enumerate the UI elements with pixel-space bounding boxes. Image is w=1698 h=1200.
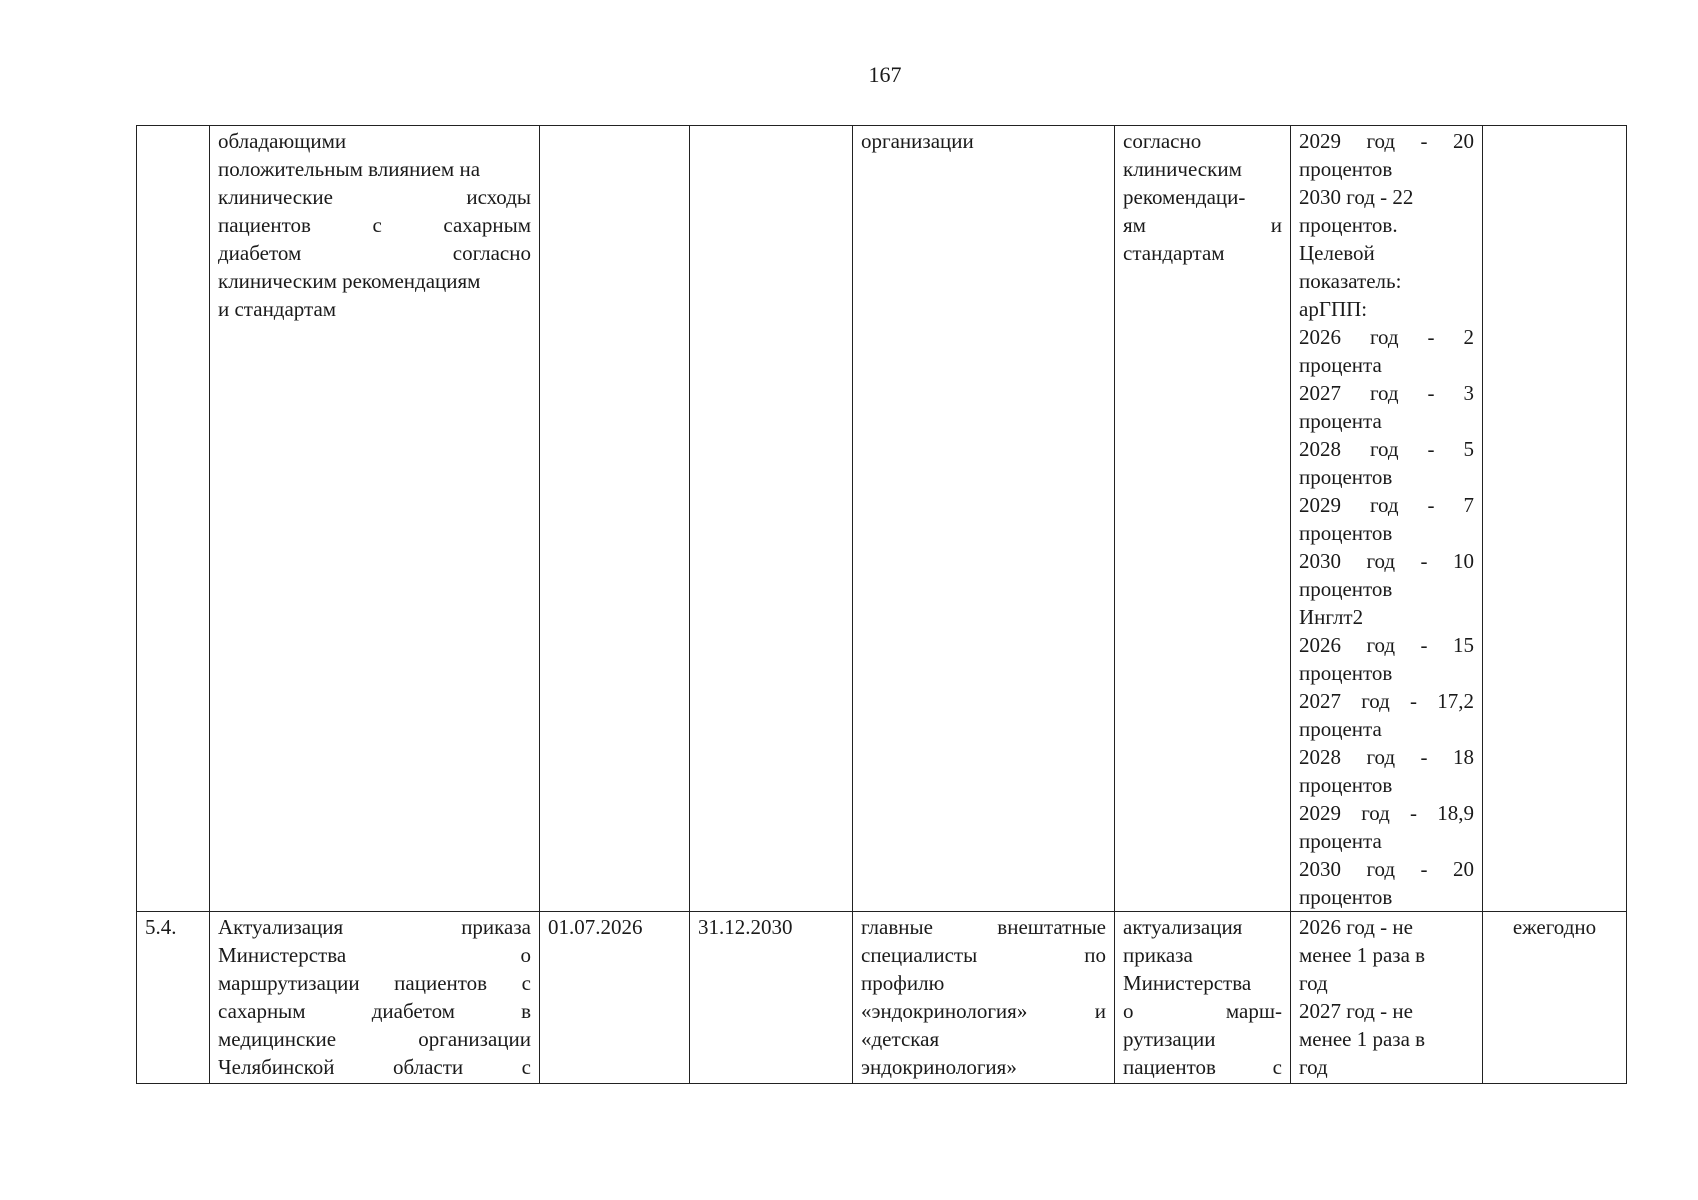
frequency-cell	[1483, 126, 1627, 912]
cell-line: эндокринология»	[861, 1055, 1017, 1079]
cell-line: профилю	[861, 971, 945, 995]
cell-line: и стандартам	[218, 297, 337, 321]
indicator-cell	[1291, 126, 1483, 912]
responsible-lines	[861, 913, 1106, 1081]
cell-line: 2030 год - 20	[1299, 857, 1474, 881]
cell-line: обладающими	[218, 129, 347, 153]
cell-line: менее 1 раза в	[1299, 943, 1426, 967]
page-number: 167	[868, 62, 902, 87]
cell-line: процентов	[1299, 661, 1393, 685]
cell-line: клиническим	[1123, 157, 1242, 181]
description-lines	[218, 913, 531, 1081]
cell-line: пациентов с	[1123, 1055, 1282, 1079]
cell-line: 2027 год - 3	[1299, 381, 1474, 405]
end-date-cell	[690, 126, 853, 912]
end-date-cell: 31.12.2030	[690, 912, 853, 1084]
cell-line: «детская	[861, 1027, 940, 1051]
description-cell	[210, 912, 540, 1084]
cell-line: актуализация	[1123, 915, 1243, 939]
cell-line: приказа	[1123, 943, 1193, 967]
result-lines	[1123, 913, 1282, 1081]
cell-line: показатель:	[1299, 269, 1402, 293]
cell-line: 2029 год - 20	[1299, 129, 1474, 153]
cell-line: процентов.	[1299, 213, 1398, 237]
start-date-cell: 01.07.2026	[540, 912, 690, 1084]
row-number-cell: 5.4.	[137, 912, 210, 1084]
table-row	[137, 912, 1627, 1084]
cell-line: клинические исходы	[218, 185, 531, 209]
cell-line: процента	[1299, 409, 1382, 433]
cell-line: процентов	[1299, 577, 1393, 601]
cell-line: 2030 год - 22	[1299, 185, 1414, 209]
indicator-lines	[1299, 913, 1474, 1081]
cell-line: 2029 год - 7	[1299, 493, 1474, 517]
cell-line: 2026 год - 2	[1299, 325, 1474, 349]
cell-line: согласно	[1123, 129, 1202, 153]
start-date-cell	[540, 126, 690, 912]
cell-line: процента	[1299, 353, 1382, 377]
cell-line: процента	[1299, 717, 1382, 741]
cell-line: Целевой	[1299, 241, 1375, 265]
cell-line: 2026 год - 15	[1299, 633, 1474, 657]
cell-line: процентов	[1299, 885, 1393, 909]
plan-table	[136, 125, 1627, 1084]
cell-line: год	[1299, 1055, 1328, 1079]
cell-line: медицинские организации	[218, 1027, 531, 1051]
row-number-cell	[137, 126, 210, 912]
indicator-lines	[1299, 127, 1474, 911]
table-row	[137, 126, 1627, 912]
cell-line: клиническим рекомендациям	[218, 269, 481, 293]
cell-line: стандартам	[1123, 241, 1225, 265]
cell-line: Министерства	[1123, 971, 1252, 995]
cell-line: главные внештатные	[861, 915, 1106, 939]
indicator-cell	[1291, 912, 1483, 1084]
cell-line: Челябинской области с	[218, 1055, 531, 1079]
cell-line: 2026 год - не	[1299, 915, 1413, 939]
cell-line: пациентов с сахарным	[218, 213, 531, 237]
result-cell	[1115, 126, 1291, 912]
cell-line: менее 1 раза в	[1299, 1027, 1426, 1051]
cell-line: 2027 год - 17,2	[1299, 689, 1474, 713]
description-lines	[218, 127, 531, 323]
cell-line: 2029 год - 18,9	[1299, 801, 1474, 825]
cell-line: арГПП:	[1299, 297, 1368, 321]
result-lines	[1123, 127, 1282, 267]
cell-line: год	[1299, 971, 1328, 995]
cell-line: процентов	[1299, 521, 1393, 545]
cell-line: ям и	[1123, 213, 1282, 237]
cell-line: диабетом согласно	[218, 241, 531, 265]
result-cell	[1115, 912, 1291, 1084]
cell-line: 2030 год - 10	[1299, 549, 1474, 573]
cell-line: «эндокринология» и	[861, 999, 1106, 1023]
cell-line: процента	[1299, 829, 1382, 853]
cell-line: 2028 год - 18	[1299, 745, 1474, 769]
cell-line: о марш-	[1123, 999, 1282, 1023]
responsible-cell: организации	[853, 126, 1115, 912]
cell-line: 2027 год - не	[1299, 999, 1413, 1023]
description-cell	[210, 126, 540, 912]
cell-line: процентов	[1299, 157, 1393, 181]
cell-line: маршрутизации пациентов с	[218, 971, 531, 995]
cell-line: процентов	[1299, 773, 1393, 797]
cell-line: Инглт2	[1299, 605, 1364, 629]
cell-line: положительным влиянием на	[218, 157, 481, 181]
cell-line: процентов	[1299, 465, 1393, 489]
cell-line: сахарным диабетом в	[218, 999, 531, 1023]
cell-line: рекомендаци-	[1123, 185, 1246, 209]
responsible-cell	[853, 912, 1115, 1084]
cell-line: 2028 год - 5	[1299, 437, 1474, 461]
cell-line: Министерства о	[218, 943, 531, 967]
cell-line: специалисты по	[861, 943, 1106, 967]
cell-line: Актуализация приказа	[218, 915, 531, 939]
frequency-cell: ежегодно	[1483, 912, 1627, 1084]
cell-line: рутизации	[1123, 1027, 1216, 1051]
